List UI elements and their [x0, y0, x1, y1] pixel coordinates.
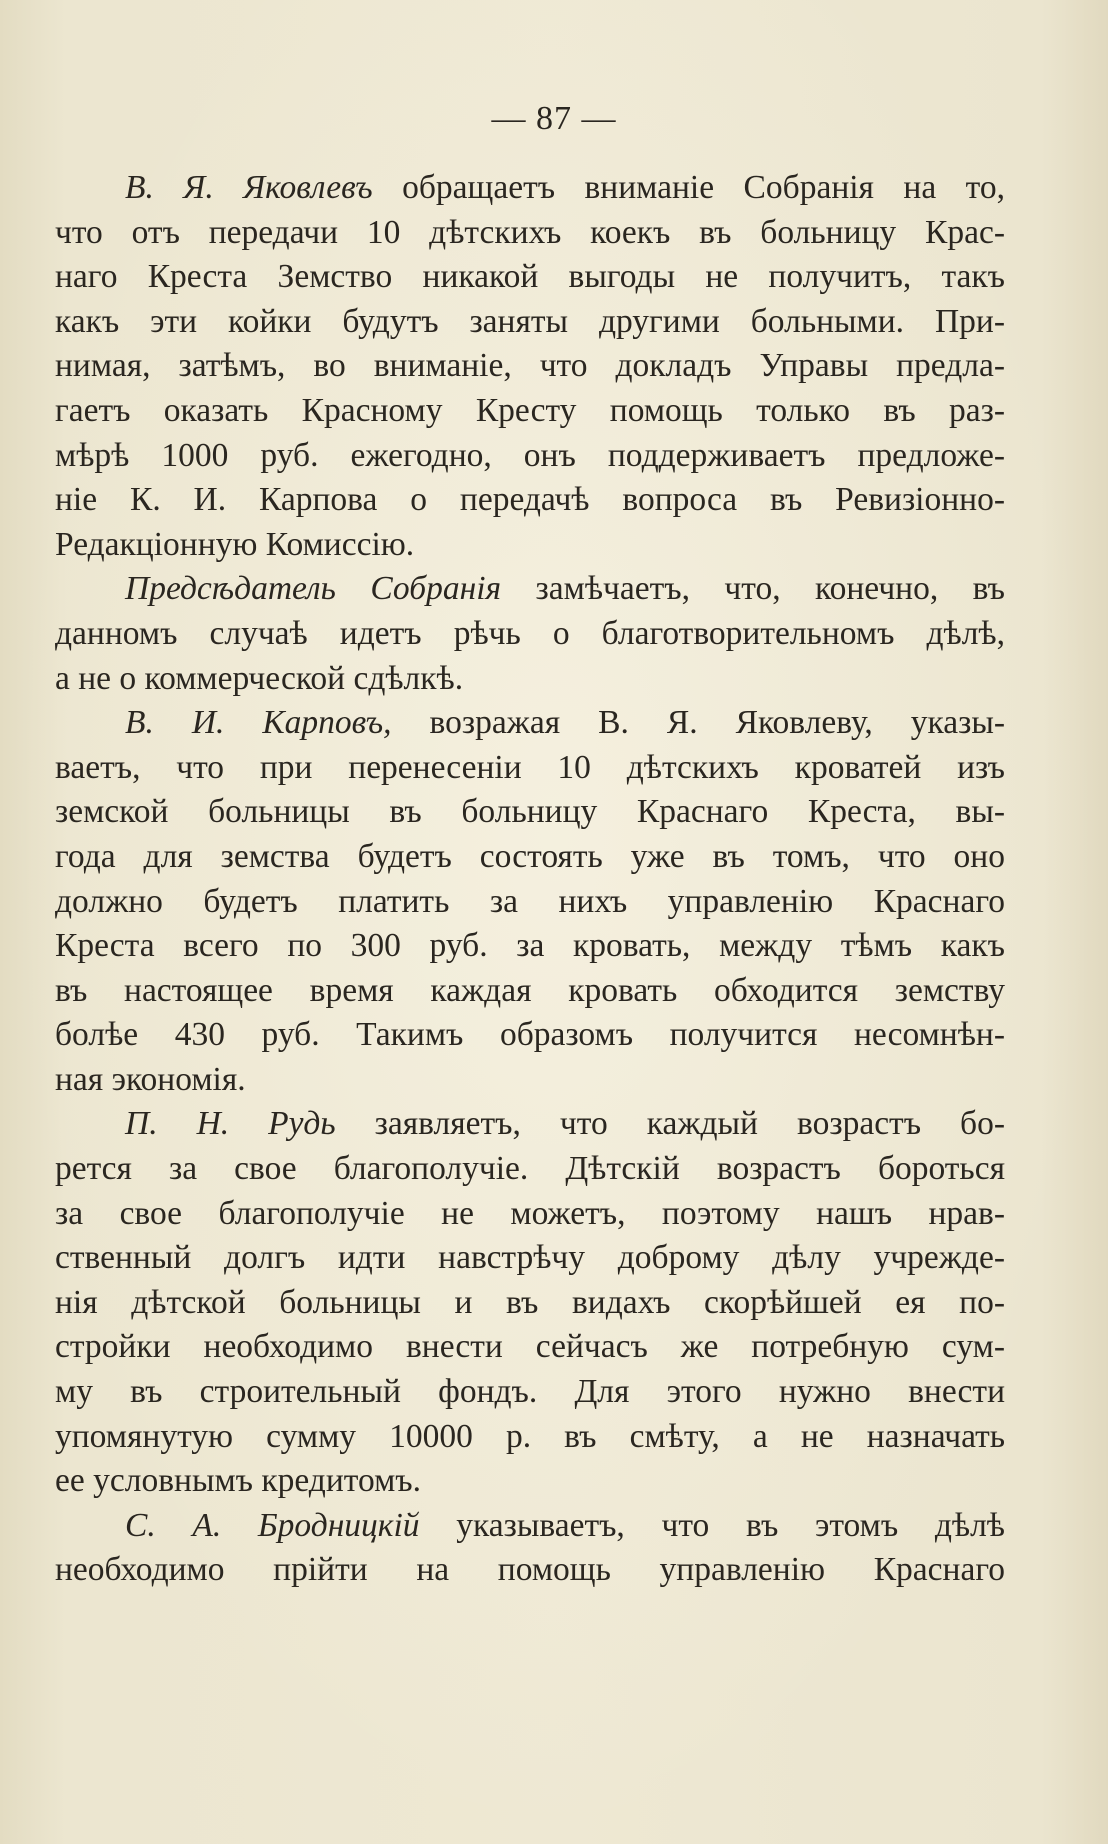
text-line: наго Креста Земство никакой выгоды не получитъ, такъ: [55, 258, 1005, 296]
text-line: С. А. Бродницкій указываетъ, что въ этомъ дѣлѣ: [125, 1506, 1005, 1544]
page-number: — 87 —: [491, 100, 617, 137]
text-line: а не о коммерческой сдѣлкѣ.: [55, 659, 464, 697]
text-line: ваетъ, что при перенесеніи 10 дѣтскихъ кроватей изъ: [55, 748, 1005, 786]
text-line: мѣрѣ 1000 руб. ежегодно, онъ поддерживаетъ предложе-: [55, 436, 1005, 474]
speaker-name: П. Н. Рудь: [125, 1105, 336, 1143]
text-line: Креста всего по 300 руб. за кровать, между тѣмъ какъ: [55, 927, 1005, 965]
speaker-name: С. А. Бродницкій: [125, 1506, 420, 1544]
text-line: В. Я. Яковлевъ обращаетъ вниманіе Собранія на то,: [125, 169, 1006, 206]
speaker-name: Предсѣдатель Собранія: [125, 570, 502, 608]
text-line: ная экономія.: [55, 1060, 246, 1098]
text-line: гаетъ оказать Красному Кресту помощь только въ раз-: [55, 391, 1005, 429]
text-line: стройки необходимо внести сейчасъ же потребную сум-: [55, 1328, 1005, 1366]
text-line: Редакціонную Комиссію.: [55, 525, 415, 563]
text-line: ственный долгъ идти навстрѣчу доброму дѣлу учрежде-: [55, 1239, 1005, 1277]
text-line: земской больницы въ больницу Краснаго Креста, вы-: [55, 793, 1005, 831]
text-line: нія дѣтской больницы и въ видахъ скорѣйшей ея по-: [55, 1283, 1005, 1321]
speaker-name: В. И. Карповъ,: [125, 704, 392, 742]
text-line: упомянутую сумму 10000 р. въ смѣту, а не назначать: [55, 1417, 1005, 1455]
text-line: Предсѣдатель Собранія замѣчаетъ, что, конечно, въ: [125, 570, 1005, 608]
text-line: В. И. Карповъ, возражая В. Я. Яковлеву, указы-: [125, 704, 1006, 742]
text-line: ніе К. И. Карпова о передачѣ вопроса въ Ревизіонно-: [55, 481, 1005, 519]
text-line: въ настоящее время каждая кровать обходится земству: [55, 971, 1005, 1009]
text-line: должно будетъ платить за нихъ управленію Краснаго: [55, 882, 1005, 920]
text-line: что отъ передачи 10 дѣтскихъ коекъ въ больницу Крас-: [55, 213, 1005, 251]
text-line: болѣе 430 руб. Такимъ образомъ получится несомнѣн-: [55, 1016, 1005, 1054]
text-line: года для земства будетъ состоять уже въ томъ, что оно: [55, 837, 1005, 875]
text-line: ее условнымъ кредитомъ.: [55, 1462, 421, 1500]
text-line: нимая, затѣмъ, во вниманіе, что докладъ Управы предла-: [55, 347, 1005, 385]
text-line: рется за свое благополучіе. Дѣтскій возрастъ бороться: [55, 1150, 1005, 1188]
text-line: какъ эти койки будутъ заняты другими больными. При-: [55, 302, 1005, 340]
speaker-name: В. Я. Яковлевъ: [125, 169, 373, 206]
text-line: му въ строительный фондъ. Для этого нужно внести: [55, 1373, 1005, 1411]
text-line: П. Н. Рудь заявляетъ, что каждый возрастъ бо-: [125, 1105, 1005, 1143]
text-line: за свое благополучіе не можетъ, поэтому нашъ нрав-: [55, 1194, 1005, 1232]
page-body-text: [55, 166, 1005, 1593]
text-line: данномъ случаѣ идетъ рѣчь о благотворительномъ дѣлѣ,: [55, 614, 1005, 652]
text-line: необходимо прійти на помощь управленію Краснаго: [55, 1551, 1005, 1589]
